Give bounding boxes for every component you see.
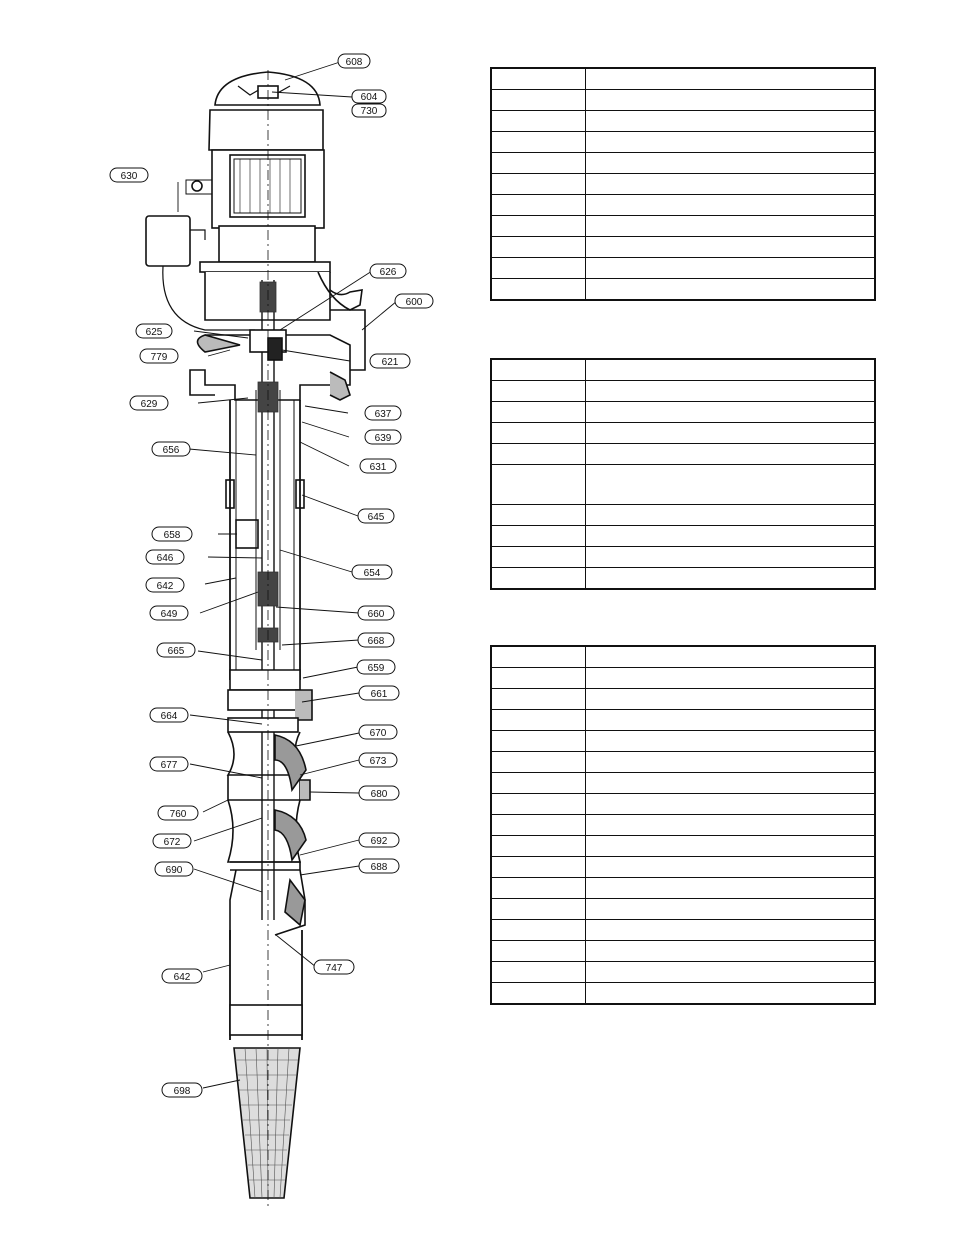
parts-table-row xyxy=(491,547,875,568)
callout-642 xyxy=(146,578,184,592)
part-number-cell xyxy=(491,568,586,590)
part-number-cell xyxy=(491,731,586,752)
part-description-cell xyxy=(586,710,876,731)
svg-text:649: 649 xyxy=(160,609,178,620)
callout-680 xyxy=(359,786,399,800)
callout-626 xyxy=(370,264,406,278)
svg-text:673: 673 xyxy=(369,756,387,767)
parts-table-row xyxy=(491,836,875,857)
part-description-cell xyxy=(586,444,876,465)
svg-text:670: 670 xyxy=(369,728,387,739)
parts-table-row xyxy=(491,878,875,899)
part-description-cell xyxy=(586,857,876,878)
part-description-cell xyxy=(586,547,876,568)
part-number-cell xyxy=(491,359,586,381)
parts-table-row xyxy=(491,773,875,794)
parts-table-row xyxy=(491,444,875,465)
parts-table-row xyxy=(491,899,875,920)
svg-text:730: 730 xyxy=(360,106,378,117)
callout-698 xyxy=(162,1083,202,1097)
callout-625 xyxy=(136,324,172,338)
svg-text:747: 747 xyxy=(325,963,343,974)
svg-text:629: 629 xyxy=(140,399,158,410)
callout-654 xyxy=(352,565,392,579)
svg-text:661: 661 xyxy=(370,689,388,700)
junction-box xyxy=(146,216,190,266)
parts-table-row xyxy=(491,132,875,153)
callout-664 xyxy=(150,708,188,722)
callout-692 xyxy=(359,833,399,847)
part-number-cell xyxy=(491,423,586,444)
part-description-cell xyxy=(586,402,876,423)
part-number-cell xyxy=(491,111,586,132)
part-description-cell xyxy=(586,153,876,174)
parts-table-2 xyxy=(490,358,876,590)
callout-730 xyxy=(352,104,386,117)
parts-table-row xyxy=(491,505,875,526)
callout-779 xyxy=(140,349,178,363)
part-number-cell xyxy=(491,899,586,920)
parts-table-row xyxy=(491,710,875,731)
parts-table-row xyxy=(491,752,875,773)
part-number-cell xyxy=(491,815,586,836)
part-number-cell xyxy=(491,710,586,731)
part-description-cell xyxy=(586,381,876,402)
callout-658 xyxy=(152,527,192,541)
part-number-cell xyxy=(491,794,586,815)
part-description-cell xyxy=(586,216,876,237)
motor-mount-plate xyxy=(200,262,330,272)
svg-text:656: 656 xyxy=(162,445,180,456)
svg-text:630: 630 xyxy=(120,171,138,182)
part-description-cell xyxy=(586,899,876,920)
callout-672 xyxy=(153,834,191,848)
part-description-cell xyxy=(586,836,876,857)
svg-text:690: 690 xyxy=(165,865,183,876)
part-number-cell xyxy=(491,258,586,279)
parts-table-row xyxy=(491,68,875,90)
callout-659 xyxy=(357,660,395,674)
part-description-cell xyxy=(586,941,876,962)
part-number-cell xyxy=(491,68,586,90)
svg-text:645: 645 xyxy=(367,512,385,523)
svg-text:680: 680 xyxy=(370,789,388,800)
part-number-cell xyxy=(491,836,586,857)
part-number-cell xyxy=(491,153,586,174)
callout-673 xyxy=(359,753,397,767)
motor-body xyxy=(209,110,323,150)
svg-text:626: 626 xyxy=(379,267,397,278)
callout-639 xyxy=(365,430,401,444)
svg-text:668: 668 xyxy=(367,636,385,647)
part-description-cell xyxy=(586,920,876,941)
callout-649 xyxy=(150,606,188,620)
svg-text:660: 660 xyxy=(367,609,385,620)
svg-text:600: 600 xyxy=(405,297,423,308)
part-description-cell xyxy=(586,423,876,444)
parts-table-row xyxy=(491,402,875,423)
part-number-cell xyxy=(491,646,586,668)
part-number-cell xyxy=(491,465,586,505)
part-number-cell xyxy=(491,526,586,547)
part-number-cell xyxy=(491,920,586,941)
part-number-cell xyxy=(491,237,586,258)
svg-text:677: 677 xyxy=(160,760,178,771)
part-description-cell xyxy=(586,794,876,815)
callout-665 xyxy=(157,643,195,657)
svg-text:604: 604 xyxy=(360,92,378,103)
part-description-cell xyxy=(586,505,876,526)
part-description-cell xyxy=(586,668,876,689)
svg-text:664: 664 xyxy=(160,711,178,722)
parts-table-row xyxy=(491,153,875,174)
part-description-cell xyxy=(586,258,876,279)
callout-646 xyxy=(146,550,184,564)
parts-table-row xyxy=(491,174,875,195)
callout-747 xyxy=(314,960,354,974)
part-number-cell xyxy=(491,505,586,526)
parts-table-row xyxy=(491,465,875,505)
part-description-cell xyxy=(586,526,876,547)
motor-terminal-box xyxy=(230,155,305,217)
parts-table-row xyxy=(491,423,875,444)
callout-645 xyxy=(358,509,394,523)
callout-600 xyxy=(395,294,433,308)
callout-688 xyxy=(359,859,399,873)
part-number-cell xyxy=(491,962,586,983)
part-number-cell xyxy=(491,195,586,216)
svg-text:692: 692 xyxy=(370,836,388,847)
callout-677 xyxy=(150,757,188,771)
svg-text:621: 621 xyxy=(381,357,399,368)
part-number-cell xyxy=(491,668,586,689)
callout-642-lower xyxy=(162,969,202,983)
svg-text:698: 698 xyxy=(173,1086,191,1097)
part-number-cell xyxy=(491,216,586,237)
svg-text:631: 631 xyxy=(369,462,387,473)
part-number-cell xyxy=(491,381,586,402)
part-number-cell xyxy=(491,878,586,899)
callout-630 xyxy=(110,168,148,182)
callout-637 xyxy=(365,406,401,420)
part-description-cell xyxy=(586,237,876,258)
svg-text:658: 658 xyxy=(163,530,181,541)
svg-text:665: 665 xyxy=(167,646,185,657)
part-description-cell xyxy=(586,68,876,90)
parts-table-row xyxy=(491,195,875,216)
part-description-cell xyxy=(586,174,876,195)
svg-text:642: 642 xyxy=(173,972,191,983)
parts-table-row xyxy=(491,90,875,111)
callout-608 xyxy=(338,54,370,68)
bowl-top xyxy=(230,670,300,690)
parts-table-row xyxy=(491,689,875,710)
parts-table-row xyxy=(491,668,875,689)
part-number-cell xyxy=(491,547,586,568)
part-number-cell xyxy=(491,90,586,111)
svg-text:659: 659 xyxy=(367,663,385,674)
callout-629 xyxy=(130,396,168,410)
svg-text:760: 760 xyxy=(169,809,187,820)
parts-table-3 xyxy=(490,645,876,1005)
part-description-cell xyxy=(586,90,876,111)
svg-text:779: 779 xyxy=(150,352,168,363)
part-number-cell xyxy=(491,689,586,710)
parts-table-1 xyxy=(490,67,876,301)
parts-table-row xyxy=(491,983,875,1005)
callout-621 xyxy=(370,354,410,368)
parts-table-row xyxy=(491,794,875,815)
svg-text:688: 688 xyxy=(370,862,388,873)
part-number-cell xyxy=(491,983,586,1005)
callout-668 xyxy=(358,633,394,647)
svg-text:654: 654 xyxy=(363,568,381,579)
callout-631 xyxy=(360,459,396,473)
parts-table-row xyxy=(491,920,875,941)
parts-table-row xyxy=(491,815,875,836)
part-description-cell xyxy=(586,279,876,301)
part-number-cell xyxy=(491,773,586,794)
parts-table-row xyxy=(491,359,875,381)
callout-670 xyxy=(359,725,397,739)
part-description-cell xyxy=(586,111,876,132)
callout-604 xyxy=(352,90,386,103)
part-description-cell xyxy=(586,195,876,216)
part-description-cell xyxy=(586,815,876,836)
part-description-cell xyxy=(586,752,876,773)
part-description-cell xyxy=(586,731,876,752)
parts-table-row xyxy=(491,731,875,752)
svg-text:608: 608 xyxy=(345,57,363,68)
parts-table-row xyxy=(491,941,875,962)
part-number-cell xyxy=(491,402,586,423)
parts-table-row xyxy=(491,111,875,132)
parts-table-row xyxy=(491,962,875,983)
callout-760 xyxy=(158,806,198,820)
part-description-cell xyxy=(586,646,876,668)
part-number-cell xyxy=(491,132,586,153)
parts-table-row xyxy=(491,857,875,878)
part-description-cell xyxy=(586,983,876,1005)
callout-661 xyxy=(359,686,399,700)
parts-table-row xyxy=(491,216,875,237)
part-description-cell xyxy=(586,359,876,381)
svg-text:646: 646 xyxy=(156,553,174,564)
part-number-cell xyxy=(491,444,586,465)
parts-table-row xyxy=(491,258,875,279)
svg-text:637: 637 xyxy=(374,409,392,420)
parts-table-row xyxy=(491,526,875,547)
parts-table-row xyxy=(491,568,875,590)
part-number-cell xyxy=(491,174,586,195)
part-number-cell xyxy=(491,752,586,773)
callout-656 xyxy=(152,442,190,456)
part-description-cell xyxy=(586,962,876,983)
parts-table-row xyxy=(491,381,875,402)
part-description-cell xyxy=(586,568,876,590)
part-number-cell xyxy=(491,857,586,878)
svg-text:672: 672 xyxy=(163,837,181,848)
svg-text:639: 639 xyxy=(374,433,392,444)
part-number-cell xyxy=(491,279,586,301)
part-number-cell xyxy=(491,941,586,962)
parts-table-row xyxy=(491,646,875,668)
part-description-cell xyxy=(586,465,876,505)
callout-690 xyxy=(155,862,193,876)
part-description-cell xyxy=(586,689,876,710)
part-description-cell xyxy=(586,132,876,153)
svg-text:625: 625 xyxy=(145,327,163,338)
part-description-cell xyxy=(586,773,876,794)
parts-table-row xyxy=(491,279,875,301)
part-description-cell xyxy=(586,878,876,899)
svg-text:642: 642 xyxy=(156,581,174,592)
callout-660 xyxy=(358,606,394,620)
parts-table-row xyxy=(491,237,875,258)
